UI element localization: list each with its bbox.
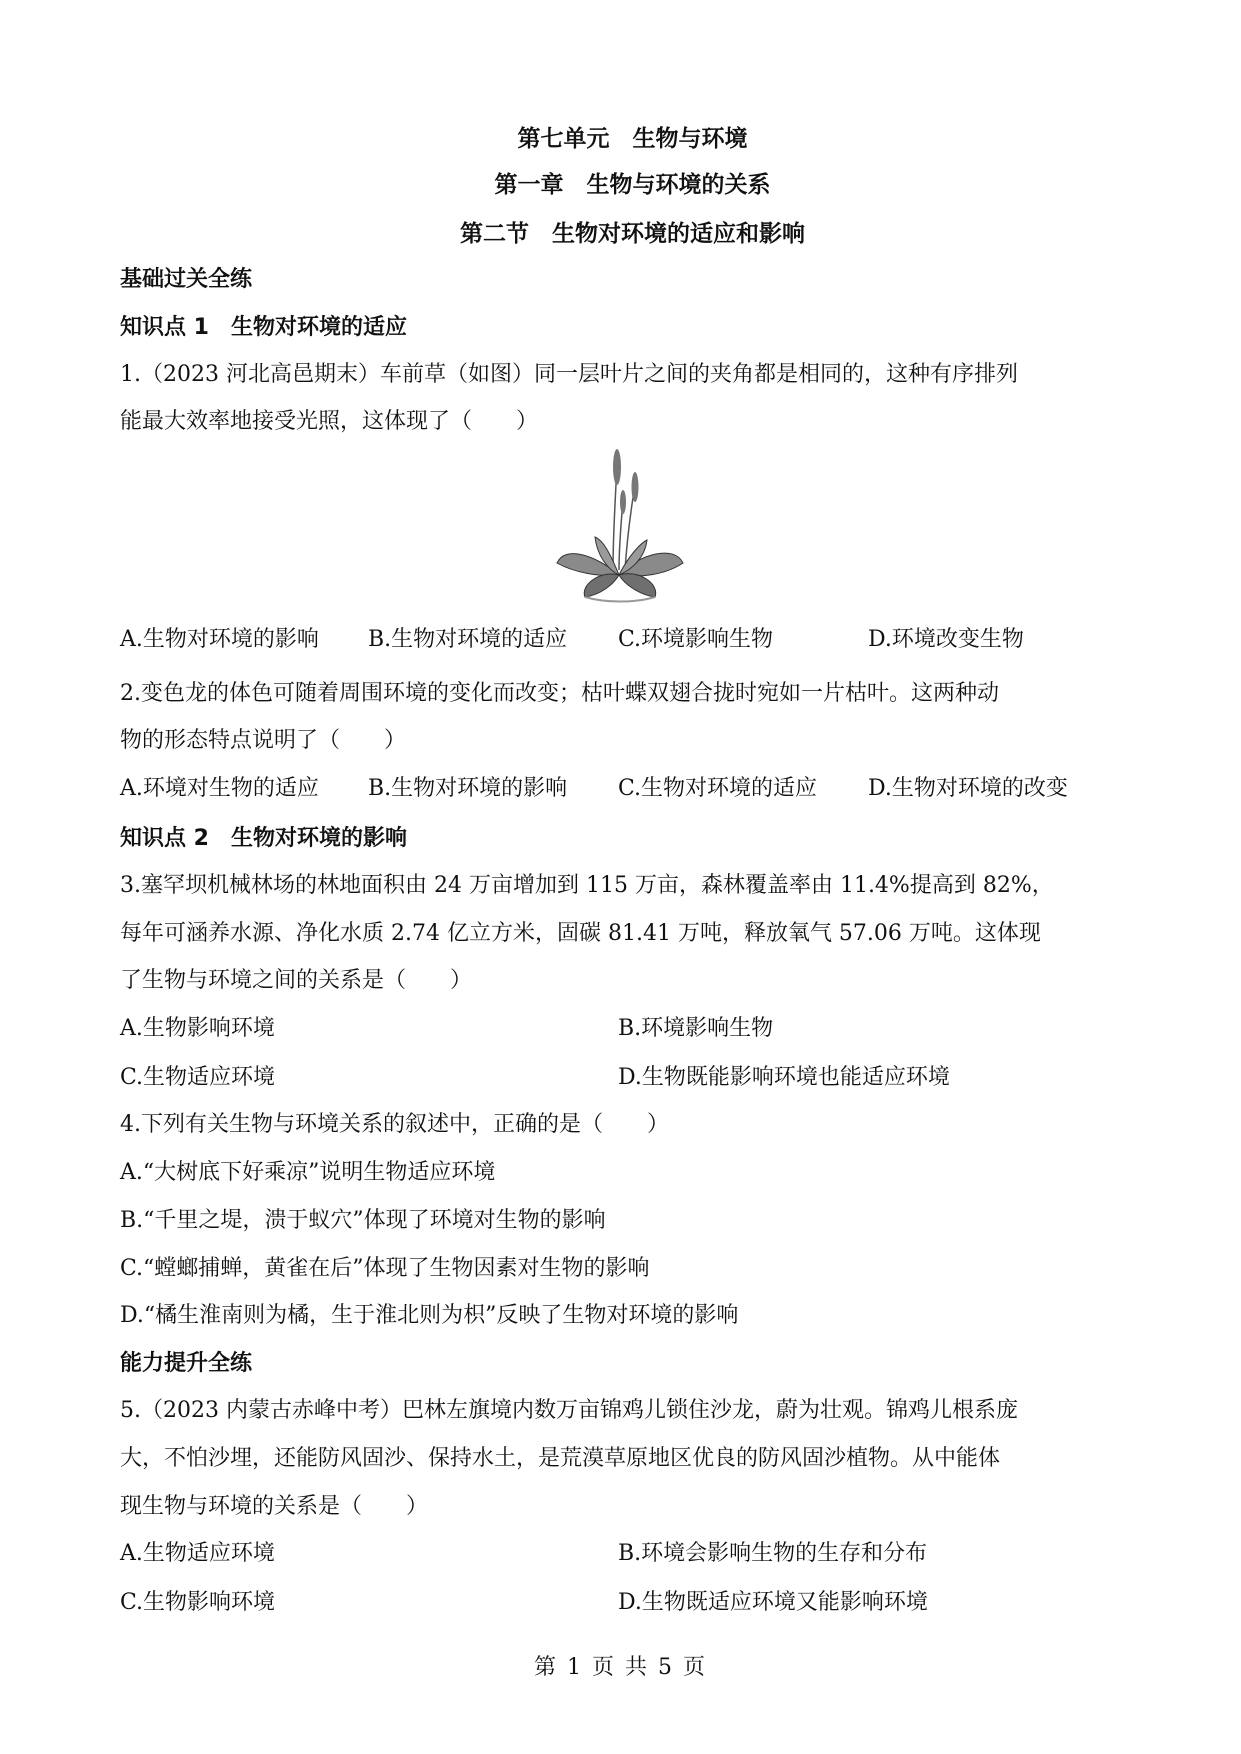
question-3-option-b[interactable]: B.环境影响生物 — [618, 1016, 774, 1041]
question-5-line-2: 大，不怕沙埋，还能防风固沙、保持水土，是荒漠草原地区优良的防风固沙植物。从中能体 — [120, 1446, 1001, 1471]
question-5-option-c[interactable]: C.生物影响环境 — [120, 1590, 276, 1615]
question-1-line-1: 1.（2023 河北高邑期末）车前草（如图）同一层叶片之间的夹角都是相同的，这种有序排列 — [120, 362, 1018, 387]
question-3-line-1: 3.塞罕坝机械林场的林地面积由 24 万亩增加到 115 万亩，森林覆盖率由 11.4%提高到 82%， — [120, 873, 1054, 898]
question-4-option-d[interactable]: D.“橘生淮南则为橘，生于淮北则为枳”反映了生物对环境的影响 — [120, 1303, 739, 1328]
knowledge-point-2-heading: 知识点 2 生物对环境的影响 — [120, 826, 407, 851]
question-5-option-a[interactable]: A.生物适应环境 — [120, 1541, 275, 1566]
question-5-option-d[interactable]: D.生物既适应环境又能影响环境 — [618, 1590, 928, 1615]
question-1-option-c[interactable]: C.环境影响生物 — [618, 627, 774, 652]
basic-practice-heading: 基础过关全练 — [120, 267, 253, 292]
question-1-option-d[interactable]: D.环境改变生物 — [868, 627, 1024, 652]
question-3-line-2: 每年可涵养水源、净化水质 2.74 亿立方米，固碳 81.41 万吨，释放氧气 57.06 万吨。这体现 — [120, 921, 1041, 946]
question-2-option-d[interactable]: D.生物对环境的改变 — [868, 776, 1068, 801]
question-4-option-b[interactable]: B.“千里之堤，溃于蚁穴”体现了环境对生物的影响 — [120, 1208, 606, 1233]
section-title: 第二节 生物对环境的适应和影响 — [460, 221, 805, 247]
question-3-option-d[interactable]: D.生物既能影响环境也能适应环境 — [618, 1065, 950, 1090]
knowledge-point-1-heading: 知识点 1 生物对环境的适应 — [120, 315, 407, 340]
question-2-option-c[interactable]: C.生物对环境的适应 — [618, 776, 818, 801]
question-2-option-a[interactable]: A.环境对生物的适应 — [120, 776, 319, 801]
question-2-line-2: 物的形态特点说明了（ ） — [120, 728, 407, 753]
chapter-title: 第一章 生物与环境的关系 — [494, 172, 771, 198]
question-1-option-b[interactable]: B.生物对环境的适应 — [368, 627, 568, 652]
question-1-option-a[interactable]: A.生物对环境的影响 — [120, 627, 319, 652]
unit-title: 第七单元 生物与环境 — [517, 126, 748, 152]
question-4-option-c[interactable]: C.“螳螂捕蝉，黄雀在后”体现了生物因素对生物的影响 — [120, 1256, 650, 1281]
question-3-line-3: 了生物与环境之间的关系是（ ） — [120, 968, 473, 993]
question-5-line-1: 5.（2023 内蒙古赤峰中考）巴林左旗境内数万亩锦鸡儿锁住沙龙，蔚为壮观。锦鸡儿根系庞 — [120, 1398, 1018, 1423]
advanced-practice-heading: 能力提升全练 — [120, 1351, 253, 1376]
question-3-option-a[interactable]: A.生物影响环境 — [120, 1016, 275, 1041]
question-4-line-1: 4.下列有关生物与环境关系的叙述中，正确的是（ ） — [120, 1112, 669, 1137]
question-4-option-a[interactable]: A.“大树底下好乘凉”说明生物适应环境 — [120, 1160, 496, 1185]
question-2-option-b[interactable]: B.生物对环境的影响 — [368, 776, 568, 801]
question-5-option-b[interactable]: B.环境会影响生物的生存和分布 — [618, 1541, 928, 1566]
question-3-option-c[interactable]: C.生物适应环境 — [120, 1065, 276, 1090]
question-2-line-1: 2.变色龙的体色可随着周围环境的变化而改变；枯叶蝶双翅合拢时宛如一片枯叶。这两种动 — [120, 681, 999, 706]
question-5-line-3: 现生物与环境的关系是（ ） — [120, 1494, 429, 1519]
question-1-line-2: 能最大效率地接受光照，这体现了（ ） — [120, 409, 539, 434]
page-number-footer: 第 1 页 共 5 页 — [534, 1655, 707, 1680]
plantain-plant-illustration — [555, 445, 685, 605]
